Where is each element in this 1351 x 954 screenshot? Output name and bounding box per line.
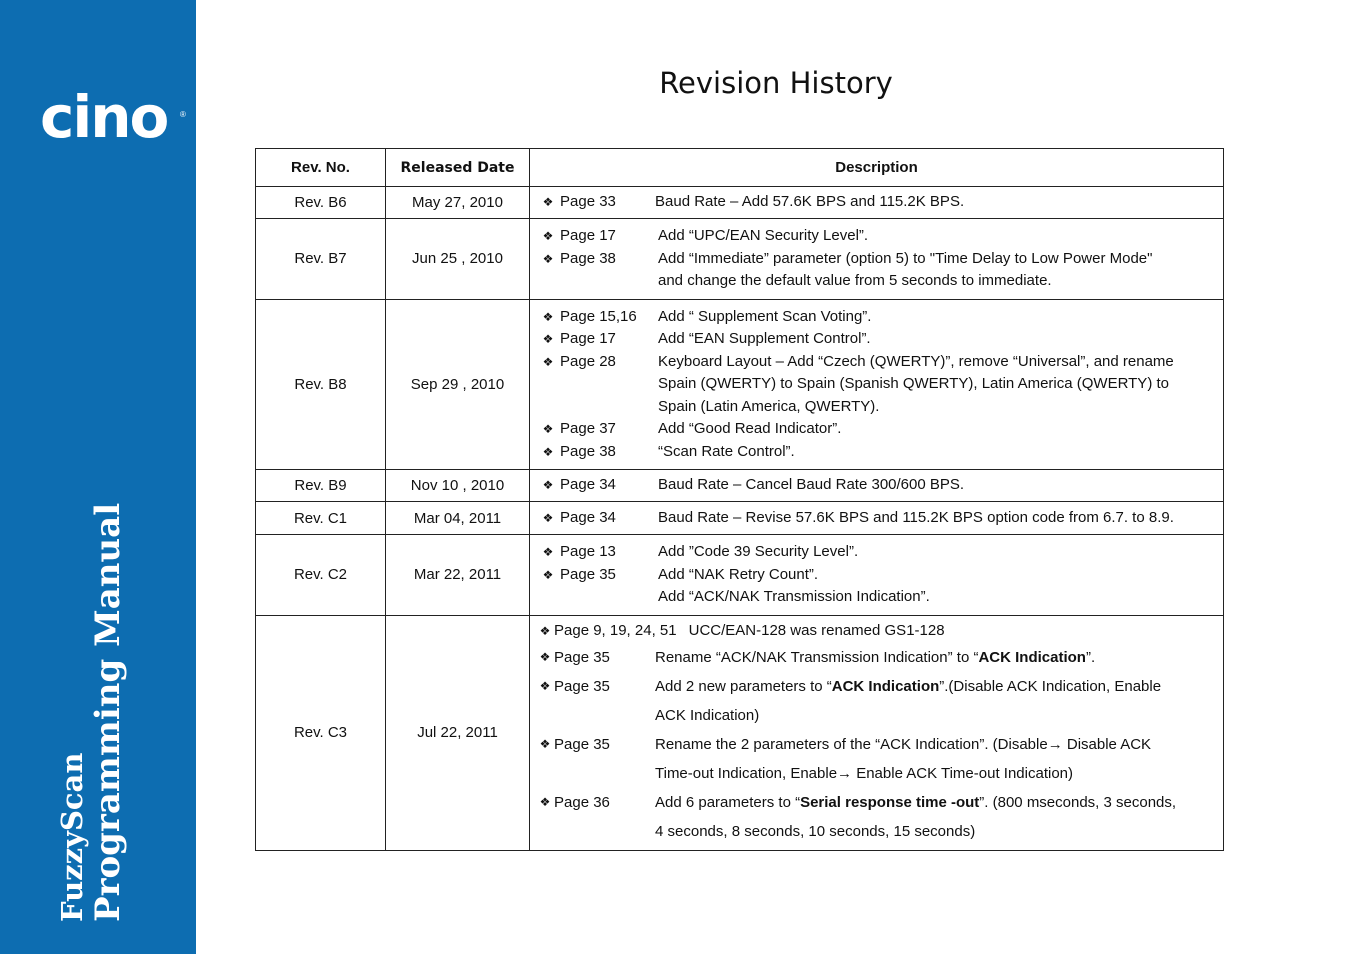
page-ref: Page 34 xyxy=(560,476,616,494)
header-released-date: Released Date xyxy=(386,149,530,187)
change-entry xyxy=(536,541,1220,564)
description xyxy=(530,219,1224,300)
change-text-continued: Spain (QWERTY) to Spain (Spanish QWERTY), Latin America (QWERTY) to xyxy=(658,375,1169,392)
table-row xyxy=(256,615,1224,850)
page-title: Revision History xyxy=(659,66,893,100)
change-entry xyxy=(536,225,1220,248)
page-ref: Page 36 xyxy=(554,794,610,811)
page-ref: Page 35 xyxy=(560,565,616,583)
change-text-continued: Add “ACK/NAK Transmission Indication”. xyxy=(658,588,930,605)
bullet-icon: ❖ xyxy=(542,567,554,582)
change-text: Add “ Supplement Scan Voting”. xyxy=(658,307,872,325)
header-rev-no: Rev. No. xyxy=(256,149,386,187)
revision-table xyxy=(255,148,1224,851)
change-text: Add ”Code 39 Security Level”. xyxy=(658,543,859,560)
description xyxy=(530,535,1224,616)
table-row xyxy=(256,502,1224,535)
release-date: Mar 04, 2011 xyxy=(386,502,530,535)
release-date: Sep 29 , 2010 xyxy=(386,299,530,470)
description xyxy=(530,470,1224,502)
change-text: Rename “ACK/NAK Transmission Indication” to “ACK Indication”. xyxy=(655,649,1096,666)
change-entry xyxy=(536,191,1220,214)
table-row xyxy=(256,470,1224,502)
rev-number: Rev. B9 xyxy=(256,470,386,502)
page-ref: Page 35 xyxy=(554,736,610,753)
change-text-continued: 4 seconds, 8 seconds, 10 seconds, 15 seconds) xyxy=(655,823,976,840)
description xyxy=(530,299,1224,470)
manual-title xyxy=(55,503,127,922)
page-ref: Page 35 xyxy=(554,678,610,695)
change-entry xyxy=(536,730,1220,759)
change-entry xyxy=(536,643,1220,672)
change-entry xyxy=(536,248,1220,271)
table-row xyxy=(256,187,1224,219)
change-text: Add “Good Read Indicator”. xyxy=(658,420,842,437)
registered-mark: ® xyxy=(180,110,186,119)
change-entry xyxy=(536,441,1220,464)
page-ref: Page 9, 19, 24, 51 xyxy=(554,622,677,639)
page-ref: Page 28 xyxy=(560,352,616,370)
bullet-icon: ❖ xyxy=(542,229,554,243)
manual-title-line1: FuzzyScan xyxy=(55,752,89,922)
description xyxy=(530,615,1224,850)
bullet-icon: ❖ xyxy=(542,422,554,436)
change-entry xyxy=(536,564,1220,587)
rev-number: Rev. B7 xyxy=(256,219,386,300)
change-entry xyxy=(536,351,1220,374)
change-text: Keyboard Layout – Add “Czech (QWERTY)”, remove “Universal”, and rename xyxy=(658,352,1174,370)
bullet-icon: ❖ xyxy=(539,650,551,664)
release-date: Jun 25 , 2010 xyxy=(386,219,530,300)
bullet-icon: ❖ xyxy=(542,251,554,266)
page-ref: Page 34 xyxy=(560,508,616,526)
change-text: Add “UPC/EAN Security Level”. xyxy=(658,227,869,244)
release-date: Nov 10 , 2010 xyxy=(386,470,530,502)
change-entry xyxy=(536,672,1220,701)
change-text-continued: Time-out Indication, Enable→ Enable ACK Time-out Indication) xyxy=(655,765,1073,782)
rev-number: Rev. B6 xyxy=(256,187,386,219)
table-row xyxy=(256,299,1224,470)
bullet-icon: ❖ xyxy=(539,795,551,809)
change-text: UCC/EAN-128 was renamed GS1-128 xyxy=(688,622,945,639)
change-text-continued: Spain (Latin America, QWERTY). xyxy=(658,397,880,415)
change-entry xyxy=(536,306,1220,329)
change-text: Rename the 2 parameters of the “ACK Indication”. (Disable→ Disable ACK xyxy=(655,736,1152,753)
change-text: Add “Immediate” parameter (option 5) to "Time Delay to Low Power Mode" xyxy=(658,249,1153,267)
page-ref: Page 35 xyxy=(554,649,610,666)
change-entry xyxy=(536,474,1220,497)
release-date: Jul 22, 2011 xyxy=(386,615,530,850)
page-ref: Page 38 xyxy=(560,249,616,267)
rev-number: Rev. C2 xyxy=(256,535,386,616)
change-text: Add “NAK Retry Count”. xyxy=(658,565,819,583)
page-ref: Page 38 xyxy=(560,442,616,460)
page-ref: Page 33 xyxy=(560,193,616,211)
page-ref: Page 17 xyxy=(560,330,616,347)
page-ref: Page 37 xyxy=(560,420,616,437)
change-text-continued: ACK Indication) xyxy=(655,707,760,724)
bullet-icon: ❖ xyxy=(542,444,554,459)
change-text-continued: and change the default value from 5 seconds to immediate. xyxy=(658,272,1052,289)
bullet-icon: ❖ xyxy=(542,354,554,369)
bullet-icon: ❖ xyxy=(539,624,551,638)
change-text: Baud Rate – Revise 57.6K BPS and 115.2K BPS option code from 6.7. to 8.9. xyxy=(658,508,1174,526)
change-entry xyxy=(536,418,1220,441)
rev-number: Rev. C3 xyxy=(256,615,386,850)
bullet-icon: ❖ xyxy=(539,679,551,693)
bullet-icon: ❖ xyxy=(542,545,554,559)
sidebar xyxy=(0,0,196,954)
description xyxy=(530,187,1224,219)
bullet-icon: ❖ xyxy=(542,510,554,525)
table-row xyxy=(256,219,1224,300)
change-text: Add “EAN Supplement Control”. xyxy=(658,330,871,347)
change-entry xyxy=(536,788,1220,817)
change-text: Add 6 parameters to “Serial response time -out”. (800 mseconds, 3 seconds, xyxy=(655,794,1177,811)
release-date: May 27, 2010 xyxy=(386,187,530,219)
release-date: Mar 22, 2011 xyxy=(386,535,530,616)
change-entry xyxy=(536,328,1220,351)
description xyxy=(530,502,1224,535)
bullet-icon: ❖ xyxy=(542,309,554,324)
change-entry xyxy=(536,507,1220,530)
change-text: Baud Rate – Cancel Baud Rate 300/600 BPS. xyxy=(658,476,965,494)
change-text: Add 2 new parameters to “ACK Indication”.(Disable ACK Indication, Enable xyxy=(655,678,1162,695)
rev-number: Rev. B8 xyxy=(256,299,386,470)
bullet-icon: ❖ xyxy=(542,332,554,346)
page-ref: Page 17 xyxy=(560,227,616,244)
bullet-icon: ❖ xyxy=(539,737,551,751)
change-text: Baud Rate – Add 57.6K BPS and 115.2K BPS. xyxy=(655,193,965,211)
change-entry xyxy=(536,619,1220,643)
bullet-icon: ❖ xyxy=(542,195,554,210)
change-text: “Scan Rate Control”. xyxy=(658,442,795,460)
page-ref: Page 15,16 xyxy=(560,307,637,325)
bullet-icon: ❖ xyxy=(542,478,554,493)
manual-title-line2: Programming Manual xyxy=(88,502,128,922)
rev-number: Rev. C1 xyxy=(256,502,386,535)
header-row xyxy=(256,149,1224,187)
page-ref: Page 13 xyxy=(560,543,616,560)
header-description: Description xyxy=(530,149,1224,187)
table-row xyxy=(256,535,1224,616)
cino-logo: cino xyxy=(40,83,168,151)
